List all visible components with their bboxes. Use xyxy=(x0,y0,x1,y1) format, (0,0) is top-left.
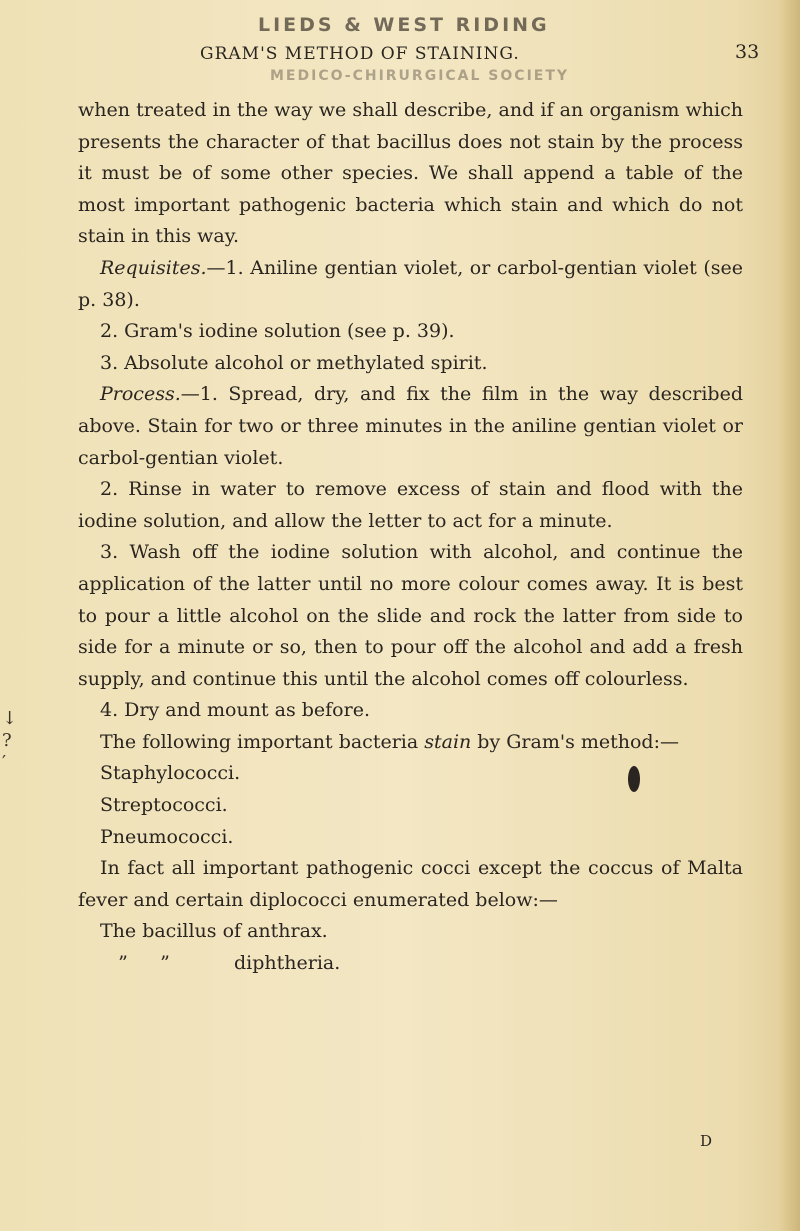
ditto-mark: ” xyxy=(118,952,128,975)
bacteria-list-item: Pneumococci. xyxy=(100,825,234,848)
intro-paragraph: when treated in the way we shall describe, and if an organism which presents the character of that bacillus does not stain by the process it must be of some other species. We shall append a table of the most important pathogenic bacteria which stain and which do not stain in this way. xyxy=(78,99,743,248)
margin-marks xyxy=(2,708,30,798)
following-paragraph xyxy=(78,727,743,759)
following-post: by Gram's method:— xyxy=(471,730,679,753)
margin-mark: ? xyxy=(2,730,12,751)
diphtheria-word: diphtheria. xyxy=(234,952,341,975)
requisites-item-2: 2. Gram's iodine solution (see p. 39). xyxy=(100,320,455,343)
library-stamp: LIEDS & WEST RIDING xyxy=(258,14,550,36)
margin-mark: ↓ xyxy=(2,708,18,729)
page-body xyxy=(78,95,743,980)
requisites-item-3: 3. Absolute alcohol or methylated spirit. xyxy=(100,351,488,374)
anthrax-line: The bacillus of anthrax. xyxy=(100,920,328,943)
process-item-4: 4. Dry and mount as before. xyxy=(100,699,370,722)
process-item-3: 3. Wash off the iodine solution with alcohol, and continue the application of the latter until no more colour comes away. It is best to pour a little alcohol on the slide and rock the latter from side to side for a minute or so, then to pour off the alcohol and add a fresh supply, and continue this until the alcohol comes off colourless. xyxy=(78,541,743,690)
margin-mark: ′ xyxy=(2,752,7,773)
requisites-label: Requisites. xyxy=(100,256,207,279)
following-pre: The following important bacteria xyxy=(100,730,425,753)
ditto-mark: ” xyxy=(160,952,170,975)
page-edge xyxy=(780,0,800,1231)
requisites-text-1: —1. Aniline gentian violet, or carbol-gentian violet (see p. 38). xyxy=(78,256,743,311)
page-number: 33 xyxy=(735,41,760,63)
process-label: Process. xyxy=(100,383,181,406)
diphtheria-line xyxy=(78,948,743,980)
signature-mark: D xyxy=(700,1132,713,1150)
cocci-note: In fact all important pathogenic cocci except the coccus of Malta fever and certain diplococci enumerated below:— xyxy=(78,857,743,911)
requisites-item-1 xyxy=(78,253,743,316)
process-item-2: 2. Rinse in water to remove excess of stain and flood with the iodine solution, and allow the letter to act for a minute. xyxy=(78,478,743,532)
library-stamp-secondary: MEDICO-CHIRURGICAL SOCIETY xyxy=(270,68,570,84)
following-emphasis: stain xyxy=(424,730,472,753)
process-text-1: —1. Spread, dry, and fix the film in the way described above. Stain for two or three minutes in the aniline gentian violet or carbol-gentian violet. xyxy=(78,383,743,469)
bacteria-list-item: Streptococci. xyxy=(100,794,228,817)
process-item-1 xyxy=(78,379,743,474)
running-head-title: GRAM'S METHOD OF STAINING. xyxy=(200,44,520,64)
bacteria-list-item: Staphylococci. xyxy=(100,762,241,785)
